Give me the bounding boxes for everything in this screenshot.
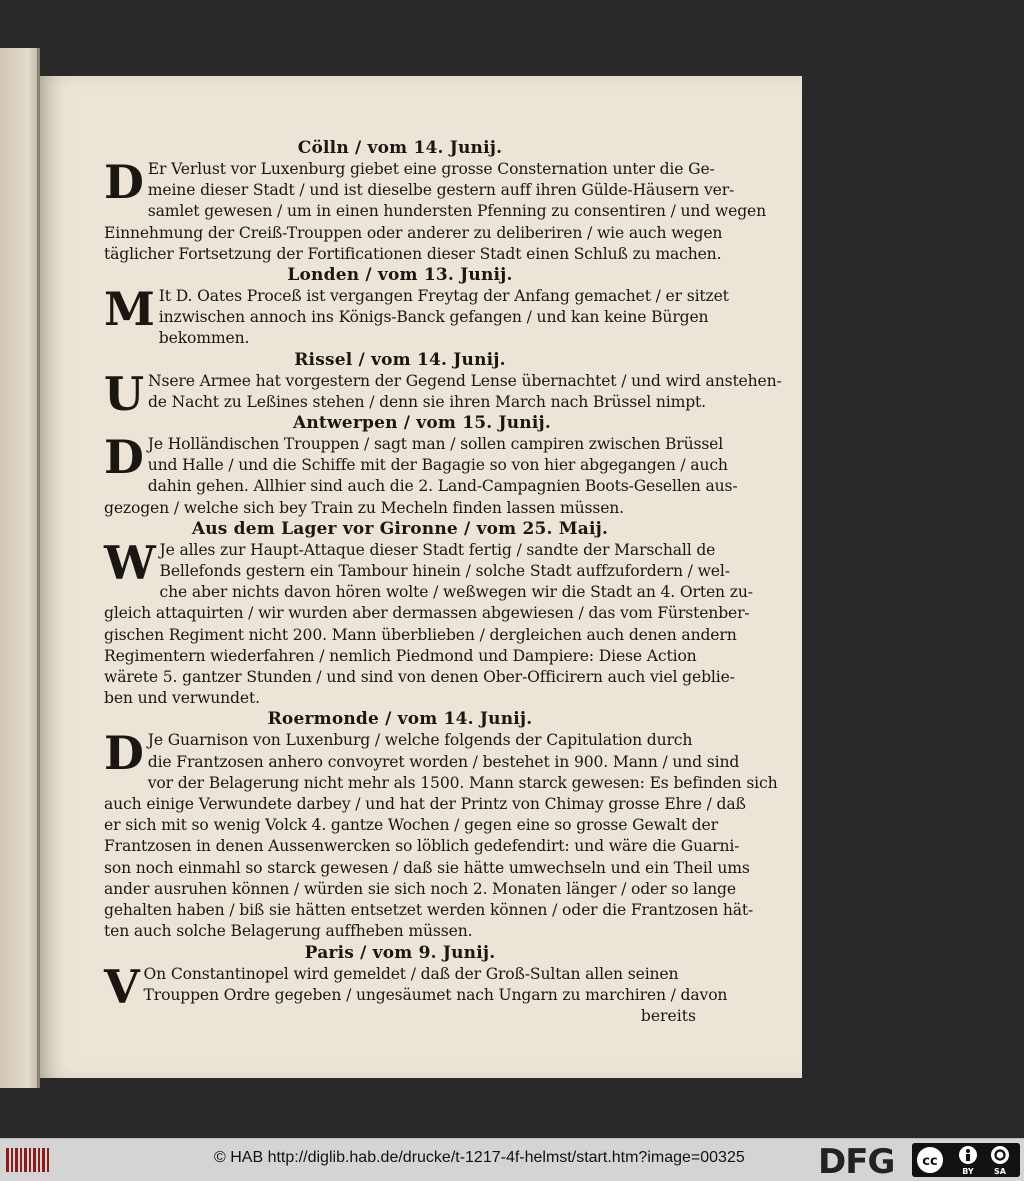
text-line: Einnehmung der Creiß-Trouppen oder anderer zu deliberiren / wie auch wegen xyxy=(104,223,723,242)
footer-bar xyxy=(0,1138,1024,1181)
section-paragraph xyxy=(104,430,738,519)
text-line: Je Holländischen Trouppen / sagt man / sollen campiren zwischen Brüssel xyxy=(147,435,724,454)
section-paragraph xyxy=(104,155,767,265)
scanned-page xyxy=(40,76,802,1078)
text-line: gehalten haben / biß sie hätten entsetzet werden können / oder die Frantzosen hät- xyxy=(104,901,754,920)
svg-text:BY: BY xyxy=(962,1167,974,1176)
svg-text:DFG: DFG xyxy=(818,1144,895,1176)
text-line: meine dieser Stadt / und ist dieselbe gestern auff ihren Gülde-Häusern ver- xyxy=(147,181,735,200)
left-page-edge xyxy=(0,48,40,1088)
section-heading: Paris / vom 9. Junij. xyxy=(304,942,496,963)
section-heading: Roermonde / vom 14. Junij. xyxy=(267,709,533,730)
text-line: gleich attaquirten / wir wurden aber dermassen abgewiesen / das vom Fürstenber- xyxy=(104,604,750,623)
text-line: gischen Regiment nicht 200. Mann überblieben / dergleichen auch denen andern xyxy=(104,625,737,644)
license-badge[interactable] xyxy=(912,1143,1020,1177)
text-line: ander ausruhen können / würden sie sich noch 2. Monaten länger / oder so lange xyxy=(104,879,736,898)
text-line: und Halle / und die Schiffe mit der Bagagie so von hier abgegangen / auch xyxy=(147,456,728,475)
text-line: wärete 5. gantzer Stunden / und sind von denen Ober-Officirern auch viel geblie- xyxy=(104,668,735,687)
text-line: er sich mit so wenig Volck 4. gantze Wochen / gegen eine so grosse Gewalt der xyxy=(104,816,718,835)
text-line: vor der Belagerung nicht mehr als 1500. Mann starck gewesen: Es befinden sich xyxy=(147,773,778,792)
text-line: auch einige Verwundete darbey / und hat der Printz von Chimay grosse Ehre / daß xyxy=(104,795,746,814)
initial-letter: M xyxy=(104,282,155,337)
text-line: bekommen. xyxy=(158,329,250,348)
text-line: son noch einmahl so starck gewesen / daß sie hätte umwechseln und ein Theil ums xyxy=(104,858,750,877)
text-line: Je alles zur Haupt-Attaque dieser Stadt fertig / sandte der Marschall de xyxy=(159,540,716,559)
text-line: Regimentern wiederfahren / nemlich Piedmond und Dampiere: Diese Action xyxy=(104,646,697,665)
section-heading: Londen / vom 13. Junij. xyxy=(287,265,513,286)
text-line: Trouppen Ordre gegeben / ungesäumet nach Ungarn zu marchiren / davon xyxy=(143,985,728,1004)
text-line: ben und verwundet. xyxy=(104,689,260,708)
text-line: Je Guarnison von Luxenburg / welche folgends der Capitulation durch xyxy=(147,731,693,750)
hab-logo-icon xyxy=(4,1145,50,1175)
text-line: dahin gehen. Allhier sind auch die 2. Land-Campagnien Boots-Gesellen aus- xyxy=(147,477,738,496)
text-line: de Nacht zu Leßines stehen / denn sie ihren March nach Brüssel nimpt. xyxy=(147,392,706,411)
initial-letter: D xyxy=(104,430,144,485)
initial-letter: D xyxy=(104,726,144,781)
dfg-logo xyxy=(818,1144,906,1176)
catchword: bereits xyxy=(640,1006,696,1025)
text-line: die Frantzosen anhero convoyret worden / bestehet in 900. Mann / und sind xyxy=(147,752,740,771)
section-heading: Antwerpen / vom 15. Junij. xyxy=(292,413,551,434)
cc-icon xyxy=(916,1146,944,1174)
text-line: inzwischen annoch ins Königs-Banck gefangen / und kan keine Bürgen xyxy=(158,308,709,327)
text-block xyxy=(104,138,782,1027)
svg-text:SA: SA xyxy=(994,1167,1006,1176)
section-paragraph xyxy=(104,282,729,350)
section-heading: Aus dem Lager vor Gironne / vom 25. Maij. xyxy=(191,518,609,539)
text-line: che aber nichts davon hören wolte / weßwegen wir die Stadt an 4. Orten zu- xyxy=(159,583,753,602)
text-line: Bellefonds gestern ein Tambour hinein / solche Stadt auffzufordern / wel- xyxy=(159,562,730,581)
section-paragraph xyxy=(104,366,782,421)
text-line: Nsere Armee hat vorgestern der Gegend Lense übernachtet / und wird anstehen- xyxy=(147,371,782,390)
section-paragraph xyxy=(104,959,728,1014)
text-line: Er Verlust vor Luxenburg giebet eine grosse Consternation unter die Ge- xyxy=(147,160,715,178)
initial-letter: W xyxy=(104,535,156,590)
section-heading: Rissel / vom 14. Junij. xyxy=(294,349,506,370)
text-line: On Constantinopel wird gemeldet / daß der Groß-Sultan allen seinen xyxy=(143,964,679,983)
initial-letter: U xyxy=(104,366,144,421)
text-line: It D. Oates Proceß ist vergangen Freytag der Anfang gemachet / er sitzet xyxy=(158,287,729,306)
section-paragraph xyxy=(104,535,753,710)
text-line: Frantzosen in denen Aussenwercken so löblich gedefendirt: und wäre die Guarni- xyxy=(104,837,740,856)
text-line: täglicher Fortsetzung der Fortificationen dieser Stadt einen Schluß zu machen. xyxy=(104,244,722,263)
svg-text:cc: cc xyxy=(922,1154,938,1169)
section-paragraph xyxy=(104,726,778,942)
text-line: samlet gewesen / um in einen hundersten Pfenning zu consentiren / und wegen xyxy=(147,202,767,221)
section-heading: Cölln / vom 14. Junij. xyxy=(297,138,503,158)
footer-citation[interactable]: © HAB http://diglib.hab.de/drucke/t-1217-4f-helmst/start.htm?image=00325 xyxy=(214,1149,745,1166)
initial-letter: V xyxy=(104,959,140,1014)
text-line: ten auch solche Belagerung auffheben müssen. xyxy=(104,922,473,941)
text-line: gezogen / welche sich bey Train zu Mecheln finden lassen müssen. xyxy=(104,498,624,517)
initial-letter: D xyxy=(104,155,144,209)
